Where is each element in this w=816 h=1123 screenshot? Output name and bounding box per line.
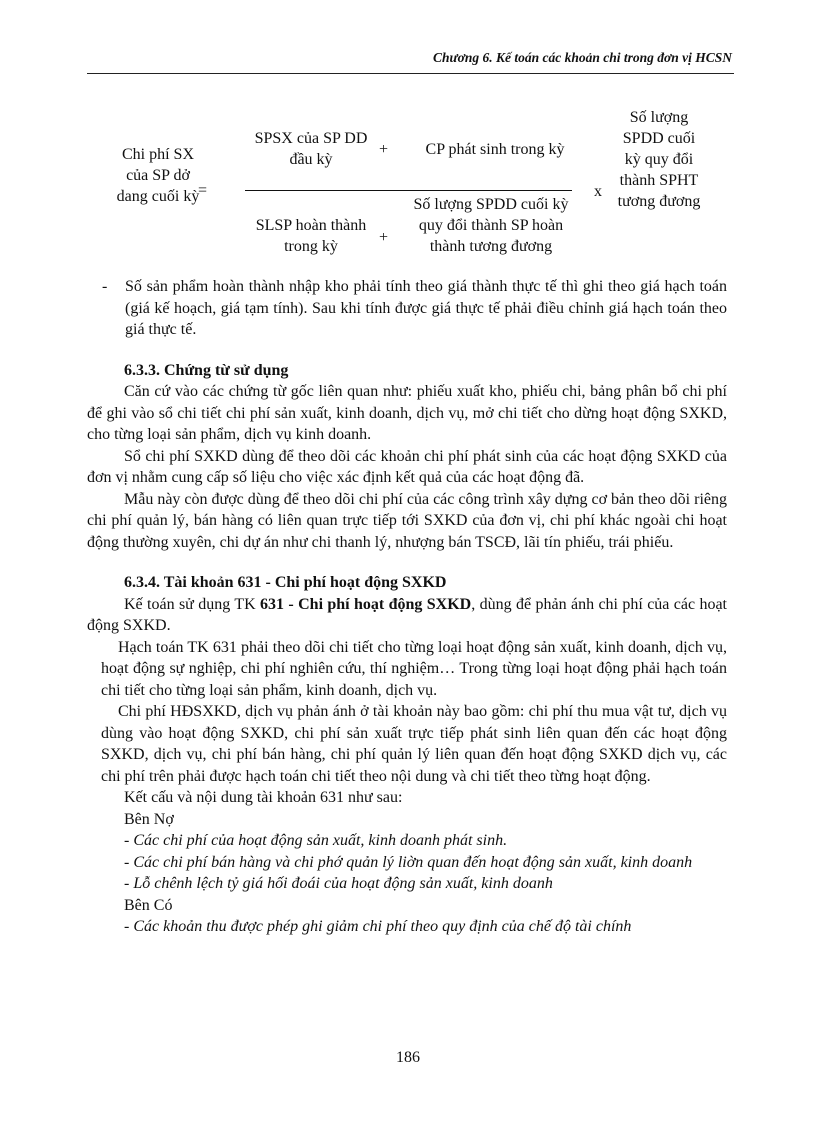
paragraph <box>87 594 727 637</box>
list-item <box>87 276 727 341</box>
formula-numerator-plus: + <box>379 141 389 158</box>
credit-item: - Các khoản thu được phép ghi giảm chi phí theo quy định của chế độ tài chính <box>124 918 632 935</box>
debit-item: - Các chi phí bán hàng và chi phớ quản lý liờn quan đến hoạt động sản xuất, kinh doanh <box>124 853 693 871</box>
paragraph: Chi phí HĐSXKD, dịch vụ phản ánh ở tài khoản này bao gồm: chi phí thu mua vật tư, dịch vụ dùng vào hoạt động SXKD, chi phí sản xuất trực tiếp phát sinh liên quan đến các hoạt động SXKD, dịch vụ, chi phí bán hàng, chi phí quản lý liên quan đến hoạt động SXKD dịch vụ, các chi phí trên phải được hạch toán chi tiết theo nội dung và chi tiết theo từng hoạt động. <box>101 703 727 785</box>
formula-denominator-plus: + <box>379 229 389 246</box>
account-name-bold: 631 - Chi phí hoạt động SXKD <box>260 595 472 613</box>
formula-times: x <box>594 183 602 200</box>
formula-numerator-term-2: CP phát sinh trong kỳ <box>425 141 565 158</box>
formula-numerator-term-1: SPSX của SP DD đầu kỳ <box>254 130 368 168</box>
section-heading-634: 6.3.4. Tài khoản 631 - Chi phí hoạt động SXKD <box>124 574 447 591</box>
bullet-text: Số sản phẩm hoàn thành nhập kho phải tính theo giá thành thực tế thì ghi theo giá hạch toán (giá kế hoạch, giá tạm tính). Sau khi tính được giá thực tế phải điều chỉnh giá hạch toán theo giá thực tế. <box>125 278 727 338</box>
text-run: , dùng để phản ánh chi phí của các hoạt động SXKD. <box>87 595 727 634</box>
section-heading-633: 6.3.3. Chứng từ sử dụng <box>124 361 289 379</box>
paragraph: Sổ chi phí SXKD dùng để theo dõi các khoản chi phí phát sinh của các hoạt động SXKD của đơn vị nhằm cung cấp số liệu cho việc xác định kết quả của các hoạt động đã. <box>87 447 727 486</box>
paragraph: Hạch toán TK 631 phải theo dõi chi tiết cho từng loại hoạt động sản xuất, kinh doanh, dịch vụ, hoạt động sự nghiệp, chi phí nghiên cứu, thí nghiệm… Trong từng loại hoạt động phải hạch toán chi tiết cho từng loại sản phẩm, kinh doanh, dịch vụ. <box>101 638 727 699</box>
credit-label: Bên Có <box>124 896 173 914</box>
formula-lhs: Chi phí SX của SP dở dang cuối kỳ <box>116 146 200 205</box>
page-header-title: Chương 6. Kế toán các khoản chi trong đơn vị HCSN <box>432 50 732 65</box>
header-rule <box>87 73 734 74</box>
debit-label: Bên Nợ <box>124 810 174 828</box>
page-number: 186 <box>396 1049 420 1066</box>
formula-denominator-term-2: Số lượng SPDD cuối kỳ quy đổi thành SP hoàn thành tương đương <box>413 196 569 255</box>
bullet-dash: - <box>102 278 108 295</box>
paragraph: Mẫu này còn được dùng để theo dõi chi phí của các công trình xây dựng cơ bản theo dõi riêng chi phí quản lý, bán hàng có liên quan trực tiếp tới SXKD của đơn vị, chi phí khác ngoài chi hoạt động thường xuyên, chi dự án như chi thanh lý, nhượng bán TSCĐ, lãi tín phiếu, trái phiếu. <box>87 490 727 551</box>
debit-item: - Các chi phí của hoạt động sản xuất, kinh doanh phát sinh. <box>124 832 508 849</box>
debit-item: - Lỗ chênh lệch tỷ giá hối đoái của hoạt động sản xuất, kinh doanh <box>124 875 553 892</box>
paragraph: Căn cứ vào các chứng từ gốc liên quan như: phiếu xuất kho, phiếu chi, bảng phân bổ chi phí để ghi vào sổ chi tiết chi phí sản xuất, kinh doanh, dịch vụ, mở chi tiết cho dừng hoạt động SXKD, cho từng loại sản phẩm, dịch vụ kinh doanh. <box>87 383 727 443</box>
formula-denominator-term-1: SLSP hoàn thành trong kỳ <box>255 217 367 255</box>
formula-fraction-bar <box>245 190 572 191</box>
document-body <box>87 276 727 938</box>
formula-equals: = <box>198 182 208 199</box>
paragraph: Kết cấu và nội dung tài khoản 631 như sau: <box>124 789 403 806</box>
text-run: Kế toán sử dụng TK <box>124 595 261 613</box>
formula-rhs: Số lượng SPDD cuối kỳ quy đổi thành SPHT tương đương <box>617 109 701 210</box>
